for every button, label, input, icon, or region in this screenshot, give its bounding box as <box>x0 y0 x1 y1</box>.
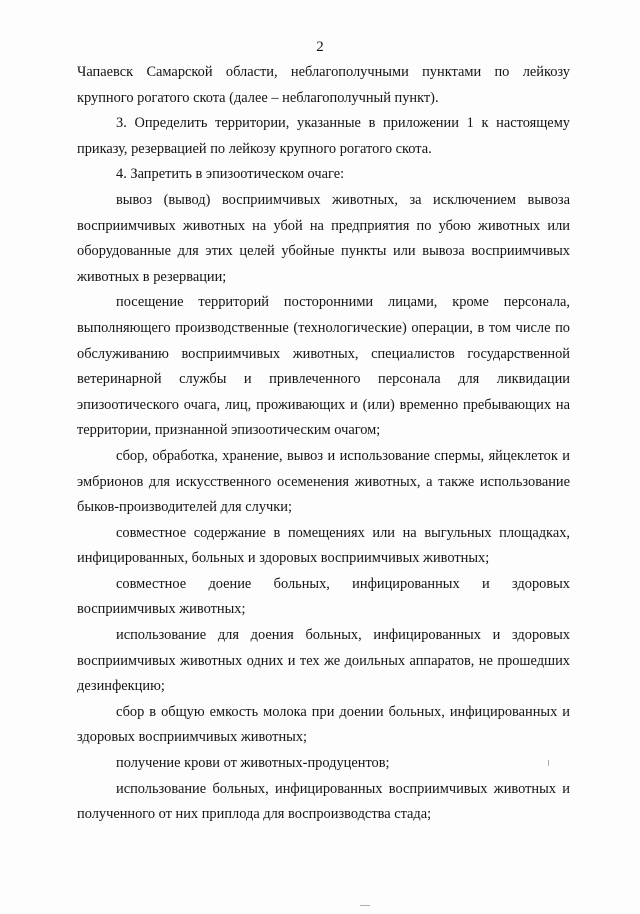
paragraph: получение крови от животных-продуцентов; <box>116 755 390 772</box>
page-number: 2 <box>316 39 324 55</box>
document-body <box>77 60 570 828</box>
paragraph: 4. Запретить в эпизоотическом очаге: <box>116 166 345 183</box>
paragraph: сбор в общую емкость молока при доении больных, инфицированных и здоровых восприимчивых животных; <box>77 703 570 746</box>
paragraph: совместное доение больных, инфицированных и здоровых восприимчивых животных; <box>77 575 570 618</box>
paragraph: использование для доения больных, инфицированных и здоровых восприимчивых животных одних и тех же доильных аппаратов, не прошедших дезинфекцию; <box>77 627 570 695</box>
paragraph: 3. Определить территории, указанные в приложении 1 к настоящему приказу, резервацией по лейкозу крупного рогатого скота. <box>77 115 570 157</box>
paragraph: Чапаевск Самарской области, неблагополучными пунктами по лейкозу крупного рогатого скота (далее – неблагополучный пункт). <box>77 64 570 106</box>
paragraph: использование больных, инфицированных восприимчивых животных и полученного от них приплода для воспроизводства стада; <box>77 780 570 823</box>
paragraph: совместное содержание в помещениях или на выгульных площадках, инфицированных, больных и здоровых восприимчивых животных; <box>77 524 570 567</box>
scan-speck <box>360 905 370 906</box>
paragraph: сбор, обработка, хранение, вывоз и использование спермы, яйцеклеток и эмбрионов для искусственного осеменения животных, а также использование быков-производителей для случки; <box>77 447 570 516</box>
paragraph: вывоз (вывод) восприимчивых животных, за исключением вывоза восприимчивых животных на убой на предприятия по убою животных или оборудованные для этих целей убойные пункты или вывоза восприимчивых животных в резервации; <box>77 191 570 285</box>
scan-speck <box>548 760 549 766</box>
paragraph: посещение территорий посторонними лицами, кроме персонала, выполняющего производственные (технологические) операции, в том числе по обслуживанию восприимчивых животных, специалистов государственной ветеринарной службы и привлеченного персонала для ликвидации эпизоотического очага, лиц, проживающих и (или) временно пребывающих на территории, признанной эпизоотическим очагом; <box>77 294 570 439</box>
